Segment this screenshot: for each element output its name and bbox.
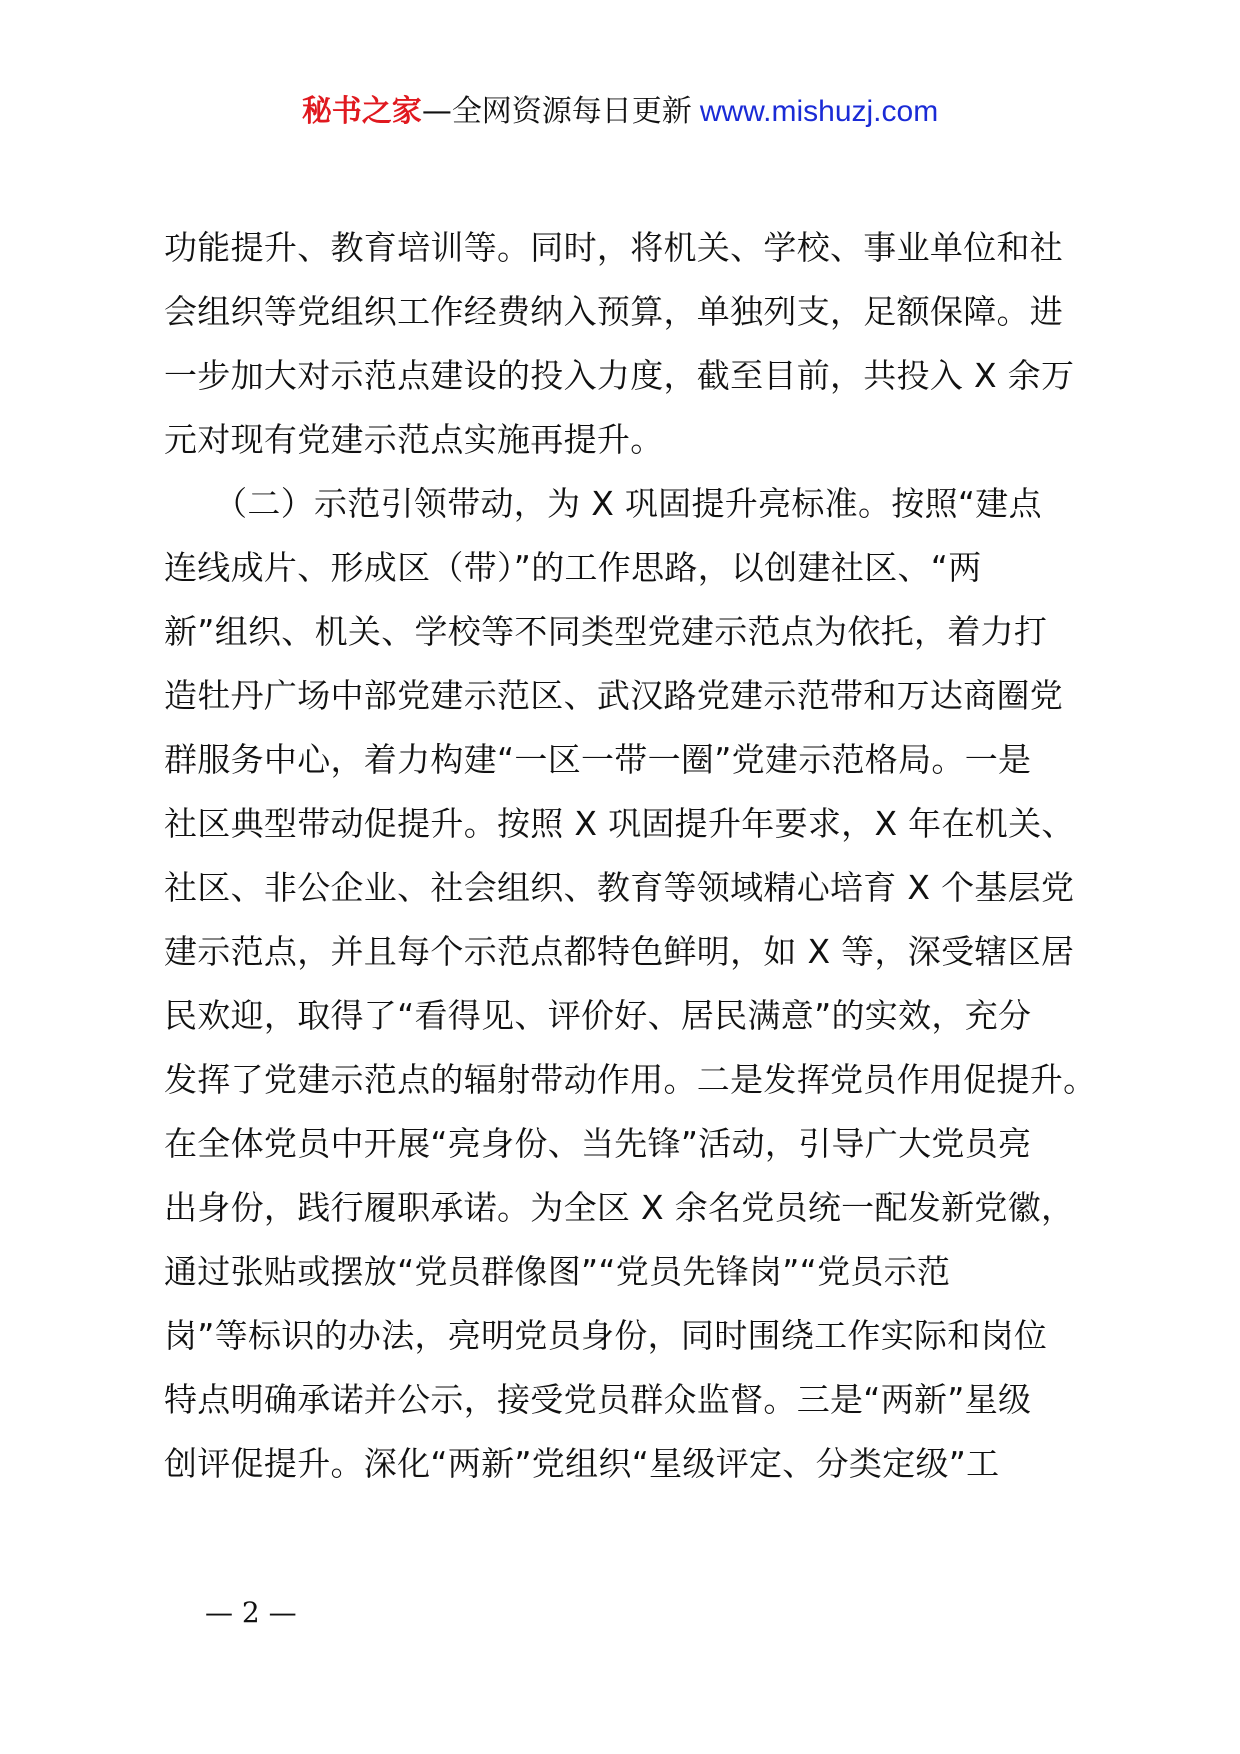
- body-line: 社区典型带动促提升。按照 X 巩固提升年要求，X 年在机关、: [164, 804, 1075, 843]
- site-tagline: —全网资源每日更新: [421, 94, 692, 129]
- body-line: 新”组织、机关、学校等不同类型党建示范点为依托，着力打: [164, 612, 1048, 651]
- body-line: （二）示范引领带动，为 X 巩固提升亮标准。按照“建点: [164, 484, 1042, 523]
- body-line: 建示范点，并且每个示范点都特色鲜明，如 X 等，深受辖区居: [164, 932, 1075, 971]
- body-line: 连线成片、形成区（带）”的工作思路，以创建社区、“两: [164, 548, 982, 587]
- body-line: 在全体党员中开展“亮身份、当先锋”活动，引导广大党员亮: [164, 1124, 1032, 1163]
- body-line: 会组织等党组织工作经费纳入预算，单独列支，足额保障。进: [164, 292, 1064, 331]
- body-line: 民欢迎，取得了“看得见、评价好、居民满意”的实效，充分: [164, 996, 1032, 1035]
- document-body: [164, 216, 1097, 1496]
- body-line: 群服务中心，着力构建“一区一带一圈”党建示范格局。一是: [164, 740, 1032, 779]
- body-line: 元对现有党建示范点实施再提升。: [164, 420, 664, 459]
- site-header: [0, 92, 1240, 132]
- body-line: 出身份，践行履职承诺。为全区 X 余名党员统一配发新党徽，: [164, 1188, 1075, 1227]
- body-line: 一步加大对示范点建设的投入力度，截至目前，共投入 X 余万: [164, 356, 1075, 395]
- page-number: — 2 —: [205, 1596, 297, 1629]
- body-line: 特点明确承诺并公示，接受党员群众监督。三是“两新”星级: [164, 1380, 1032, 1419]
- body-line: 发挥了党建示范点的辐射带动作用。二是发挥党员作用促提升。: [164, 1060, 1097, 1099]
- body-line: 创评促提升。深化“两新”党组织“星级评定、分类定级”工: [164, 1444, 1000, 1483]
- body-line: 造牡丹广场中部党建示范区、武汉路党建示范带和万达商圈党: [164, 676, 1064, 715]
- site-brand: 秘书之家: [301, 94, 422, 129]
- site-url-link[interactable]: www.mishuzj.com: [699, 95, 939, 128]
- body-line: 社区、非公企业、社会组织、教育等领域精心培育 X 个基层党: [164, 868, 1075, 907]
- body-line: 通过张贴或摆放“党员群像图”“党员先锋岗”“党员示范: [164, 1252, 951, 1291]
- body-line: 功能提升、教育培训等。同时，将机关、学校、事业单位和社: [164, 228, 1064, 267]
- body-line: 岗”等标识的办法，亮明党员身份，同时围绕工作实际和岗位: [164, 1316, 1048, 1355]
